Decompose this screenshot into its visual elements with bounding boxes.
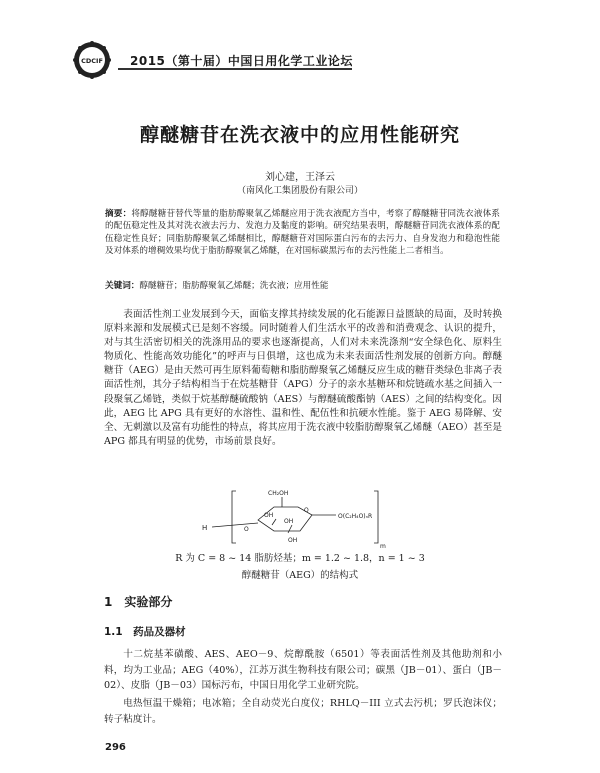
cdcif-logo	[72, 40, 112, 80]
authors: 刘心建，王泽云	[265, 172, 335, 183]
instruments-paragraph: 电热恒温干燥箱；电冰箱；全自动荧光白度仪；RHLQ－III 立式去污机；罗氏泡沫仪；转子粘度计。	[104, 698, 502, 725]
subscript-m: m	[380, 543, 386, 550]
page-number: 296	[105, 742, 126, 753]
section-heading-experimental: 1 实验部分	[104, 595, 173, 609]
abstract-label: 摘要：	[105, 209, 132, 219]
keywords	[105, 280, 500, 292]
logo-text: CDCIF	[81, 57, 103, 65]
aeg-structure-figure	[196, 485, 411, 550]
header-rule	[118, 68, 352, 70]
substituent-label: O(C₂H₄O)ₙR	[338, 513, 373, 520]
conference-header: 2015（第十届）中国日用化学工业论坛	[130, 54, 353, 68]
paper-title: 醇醚糖苷在洗衣液中的应用性能研究	[139, 124, 460, 146]
affiliation: （南风化工集团股份有限公司）	[236, 186, 363, 196]
h-label: H	[202, 524, 208, 532]
figure-caption: 醇醚糖苷（AEG）的结构式	[241, 570, 359, 581]
ch2oh-label: CH₂OH	[268, 490, 289, 497]
keywords-label: 关键词：	[105, 281, 140, 291]
chain-oxygen-label: O	[244, 526, 249, 533]
oh-label-low: OH	[288, 537, 298, 544]
materials-paragraph: 十二烷基苯磺酸、AES、AEO－9、烷醇酰胺（6501）等表面活性剂及其他助剂和小料，均为工业品；AEG（40%），江苏万淇生物科技有限公司；碳黑（JB－01）、蛋白（JB－02）、皮脂（JB－03）国标污布，中国日用化学工业研究院。	[104, 649, 502, 691]
oh-label-top: OH	[264, 512, 274, 519]
figure-legend: R 为 C = 8 ~ 14 脂肪烃基；m = 1.2 ~ 1.8，n = 1 ~ 3	[175, 553, 425, 564]
ring-oxygen-label: O	[304, 507, 309, 514]
subsection-heading-materials: 1.1 药品及器材	[104, 626, 186, 638]
intro-paragraph: 表面活性剂工业发展到今天，面临支撑其持续发展的化石能源日益匮缺的局面，及时转换原料来源和发展模式已是刻不容缓。同时随着人们生活水平的改善和消费观念、认识的提升，对与其生活密切相关的洗涤用品的要求也逐渐提高，人们对未来洗涤剂“安全绿色化、原料生物质化、性能高效功能化”的呼声与日俱增，这也成为未来表面活性剂发展的创新方向。醇醚糖苷（AEG）是由天然可再生原料葡萄糖和脂肪醇聚氧乙烯醚反应生成的糖苷类绿色非离子表面活性剂，其分子结构相当于在烷基糖苷（APG）分子的亲水基糖环和烷链疏水基之间插入一段聚氧乙烯链，类似于烷基醇醚硫酸钠（AES）与醇醚硫酸酯钠（AES）之间的结构变化。因此，AEG 比 APG 具有更好的水溶性、温和性、配伍性和抗硬水性能。鉴于 AEG 易降解、安全、无刺激以及富有功能性的特点，将其应用于洗衣液中较脂肪醇聚氧乙烯醚（AEO）甚至是 APG 都具有明显的优势，市场前景良好。	[104, 309, 502, 447]
oh-label-mid: OH	[284, 518, 294, 525]
abstract	[105, 208, 500, 270]
abstract-text: 将醇醚糖苷替代等量的脂肪醇聚氧乙烯醚应用于洗衣液配方当中，考察了醇醚糖苷同洗衣液体系的配伍稳定性及其对洗衣液去污力、发泡力及黏度的影响。研究结果表明，醇醚糖苷同洗衣液体系的配伍稳定性良好；同脂肪醇聚氧乙烯醚相比，醇醚糖苷对国际蛋白污布的去污力、自身发泡力和稳泡性能及对体系的增稠效果均优于脂肪醇聚氧乙烯醚，在对国标碳黑污布的去污性能上二者相当。	[105, 209, 500, 257]
keywords-text: 醇醚糖苷；脂肪醇聚氧乙烯醚；洗衣液；应用性能	[139, 281, 329, 291]
